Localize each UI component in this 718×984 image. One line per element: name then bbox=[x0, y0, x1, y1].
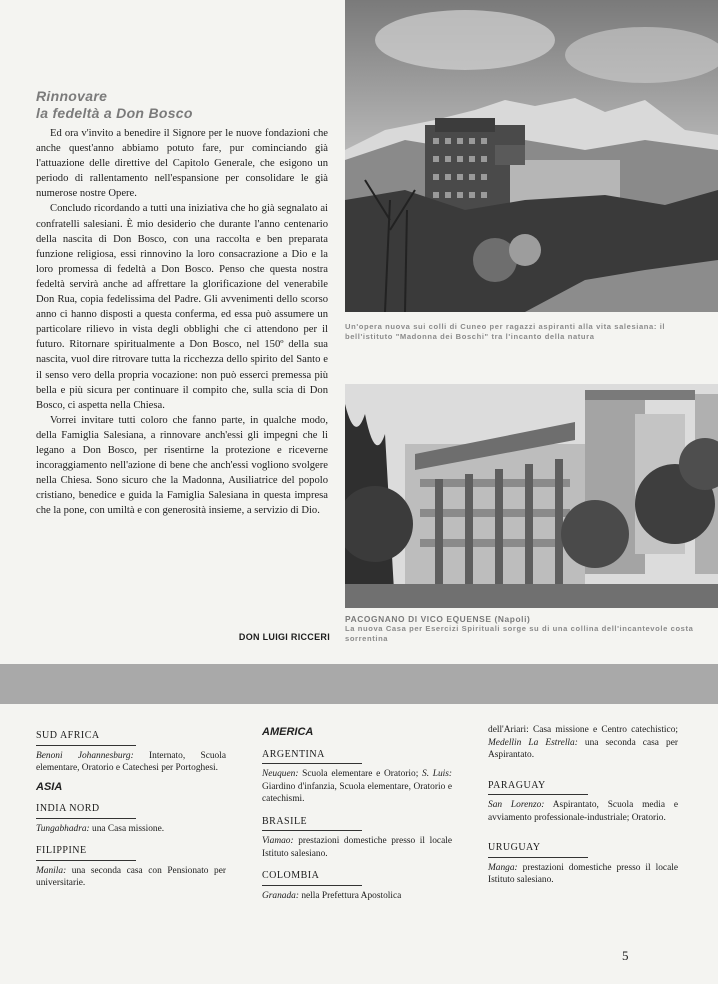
entry-text-benoni: Internato, Scuola elementare, Oratorio e Catechesi per Portoghesi. bbox=[36, 750, 226, 773]
article-body bbox=[36, 126, 328, 518]
article-signature: DON LUIGI RICCERI bbox=[238, 632, 330, 642]
grey-divider-band bbox=[0, 664, 718, 704]
entry-paraguay bbox=[488, 799, 678, 824]
entry-text-manga: prestazioni domestiche presso il locale Istituto salesiano. bbox=[488, 862, 678, 885]
entry-text-granada: nella Prefettura Apostolica bbox=[298, 890, 402, 901]
entry-text-medellin: una seconda casa per Aspirantato. bbox=[488, 737, 678, 760]
place-viamao: Viamao: bbox=[262, 836, 294, 846]
entry-text-tungabhadra: una Casa missione. bbox=[89, 823, 165, 834]
entry-text-san-luis: Giardino d'infanzia, Scuola elementare, Oratorio e catechismi. bbox=[262, 781, 452, 804]
entry-colombia-continued bbox=[488, 724, 678, 762]
country-heading-argentina: ARGENTINA bbox=[262, 749, 362, 765]
entry-text-san-lorenzo: Aspirantato, Scuola media e avviamento professionale-industriale; Oratorio. bbox=[488, 800, 678, 823]
country-heading-filippine: FILIPPINE bbox=[36, 845, 136, 861]
page-number: 5 bbox=[622, 948, 629, 963]
country-heading-paraguay: PARAGUAY bbox=[488, 780, 588, 796]
photo-pacognano bbox=[345, 384, 718, 608]
country-heading-sud-africa: SUD AFRICA bbox=[36, 730, 136, 746]
entry-text-ariari: dell'Ariari: Casa missione e Centro catechistico; bbox=[488, 725, 678, 735]
entry-filippine bbox=[36, 865, 226, 890]
place-san-luis: S. Luis: bbox=[422, 769, 453, 779]
photo-1-drawing bbox=[345, 0, 718, 312]
entry-brasile bbox=[262, 835, 452, 860]
place-benoni: Benoni Johannesburg: bbox=[36, 750, 134, 761]
region-heading-asia: ASIA bbox=[36, 780, 63, 793]
place-tungabhadra: Tungabhadra: bbox=[36, 823, 90, 834]
place-medellin: Medellin La Estrella: bbox=[488, 737, 578, 748]
place-manga: Manga: bbox=[488, 862, 518, 873]
country-heading-india-nord: INDIA NORD bbox=[36, 803, 136, 819]
article-paragraph-1: Ed ora v'invito a benedire il Signore per le nuove fondazioni che anche quest'anno abbiamo potuto fare, pur cominciando già l'attuazione delle direttive del Capitolo Generale, che esigono un periodo di rallentamento nell'espansione per consolidare le già numerose nostre Opere. bbox=[36, 128, 328, 200]
place-san-lorenzo: San Lorenzo: bbox=[488, 800, 545, 810]
article-title-line-1: Rinnovare bbox=[36, 88, 108, 104]
entry-text-neuquen: Scuola elementare e Oratorio; bbox=[298, 769, 419, 779]
country-heading-uruguay: URUGUAY bbox=[488, 842, 588, 858]
photo-2-drawing bbox=[345, 384, 718, 608]
column-2 bbox=[262, 720, 452, 906]
article-title bbox=[36, 88, 336, 122]
entry-argentina bbox=[262, 768, 452, 806]
article-title-line-2: la fedeltà a Don Bosco bbox=[36, 105, 193, 121]
photo-1-caption: Un'opera nuova sui colli di Cuneo per ragazzi aspiranti alla vita salesiana: il bell'istituto "Madonna dei Boschi" tra l'incanto della natura bbox=[345, 322, 666, 341]
article-paragraph-3: Vorrei invitare tutti coloro che fanno parte, in qualche modo, della Famiglia Salesiana, a rinnovare anch'essi gli impegni che li legano a Don Bosco, per risentirne la protezione e riceverne incoraggiamento nell'azione di bene che anch'essi vogliono svolgere nella Chiesa. Sono sicuro che la Madonna, Ausiliatrice del popolo cristiano, benedice e guida la Famiglia Salesiana in questa impresa che la pone, con umiltà e con generosità insieme, a servizio di Dio. bbox=[36, 414, 328, 517]
column-3 bbox=[488, 724, 678, 891]
article-paragraph-2: Concludo ricordando a tutti una iniziativa che ho già segnalato ai confratelli salesiani. È mio desiderio che durante l'anno centenario della nascita di Don Bosco, con una raccolta e ben preparata funzione religiosa, essi rinnovino la loro consacrazione a Dio e la loro promessa di fedeltà a Don Bosco. Penso che questa nostra fedeltà servirà anche ad affrettare la glorificazione del venerabile Don Rua, copia fedelissima del Padre. Gli avvenimenti dello scorso anno ci hanno disposti a questa conferma, ed essa può assumere un particolare rilievo in vista degli obblighi che ci attendono per il futuro. Ritornare spiritualmente a Don Bosco, nel 150º della sua nascita, vuol dire ritrovare tutta la ricchezza dello spirito del Santo e il senso vero della propria vocazione: non può esserci premessa più bella e più sicura per continuare il compito che, sulla scia di Don Bosco, ci aspetta nella Chiesa. bbox=[36, 203, 328, 411]
entry-india-nord bbox=[36, 823, 226, 836]
entry-text-viamao: prestazioni domestiche presso il locale Istituto salesiano. bbox=[262, 836, 452, 859]
country-heading-colombia: COLOMBIA bbox=[262, 870, 362, 886]
place-neuquen: Neuquen: bbox=[262, 769, 299, 779]
country-heading-brasile: BRASILE bbox=[262, 816, 362, 832]
photo-2-caption bbox=[345, 614, 705, 644]
entry-text-manila: una seconda casa con Pensionato per universitarie. bbox=[36, 865, 226, 888]
region-heading-america: AMERICA bbox=[262, 726, 314, 738]
photo-2-caption-title: PACOGNANO DI VICO EQUENSE (Napoli) bbox=[345, 614, 531, 624]
photo-madonna-dei-boschi bbox=[345, 0, 718, 312]
place-manila: Manila: bbox=[36, 865, 67, 876]
entry-uruguay bbox=[488, 862, 678, 887]
column-1 bbox=[36, 724, 226, 894]
place-granada: Granada: bbox=[262, 890, 299, 901]
entry-sud-africa bbox=[36, 750, 226, 775]
entry-colombia bbox=[262, 890, 452, 903]
photo-2-caption-text: La nuova Casa per Esercizi Spirituali sorge su di una collina dell'incantevole costa sorrentina bbox=[345, 624, 694, 643]
